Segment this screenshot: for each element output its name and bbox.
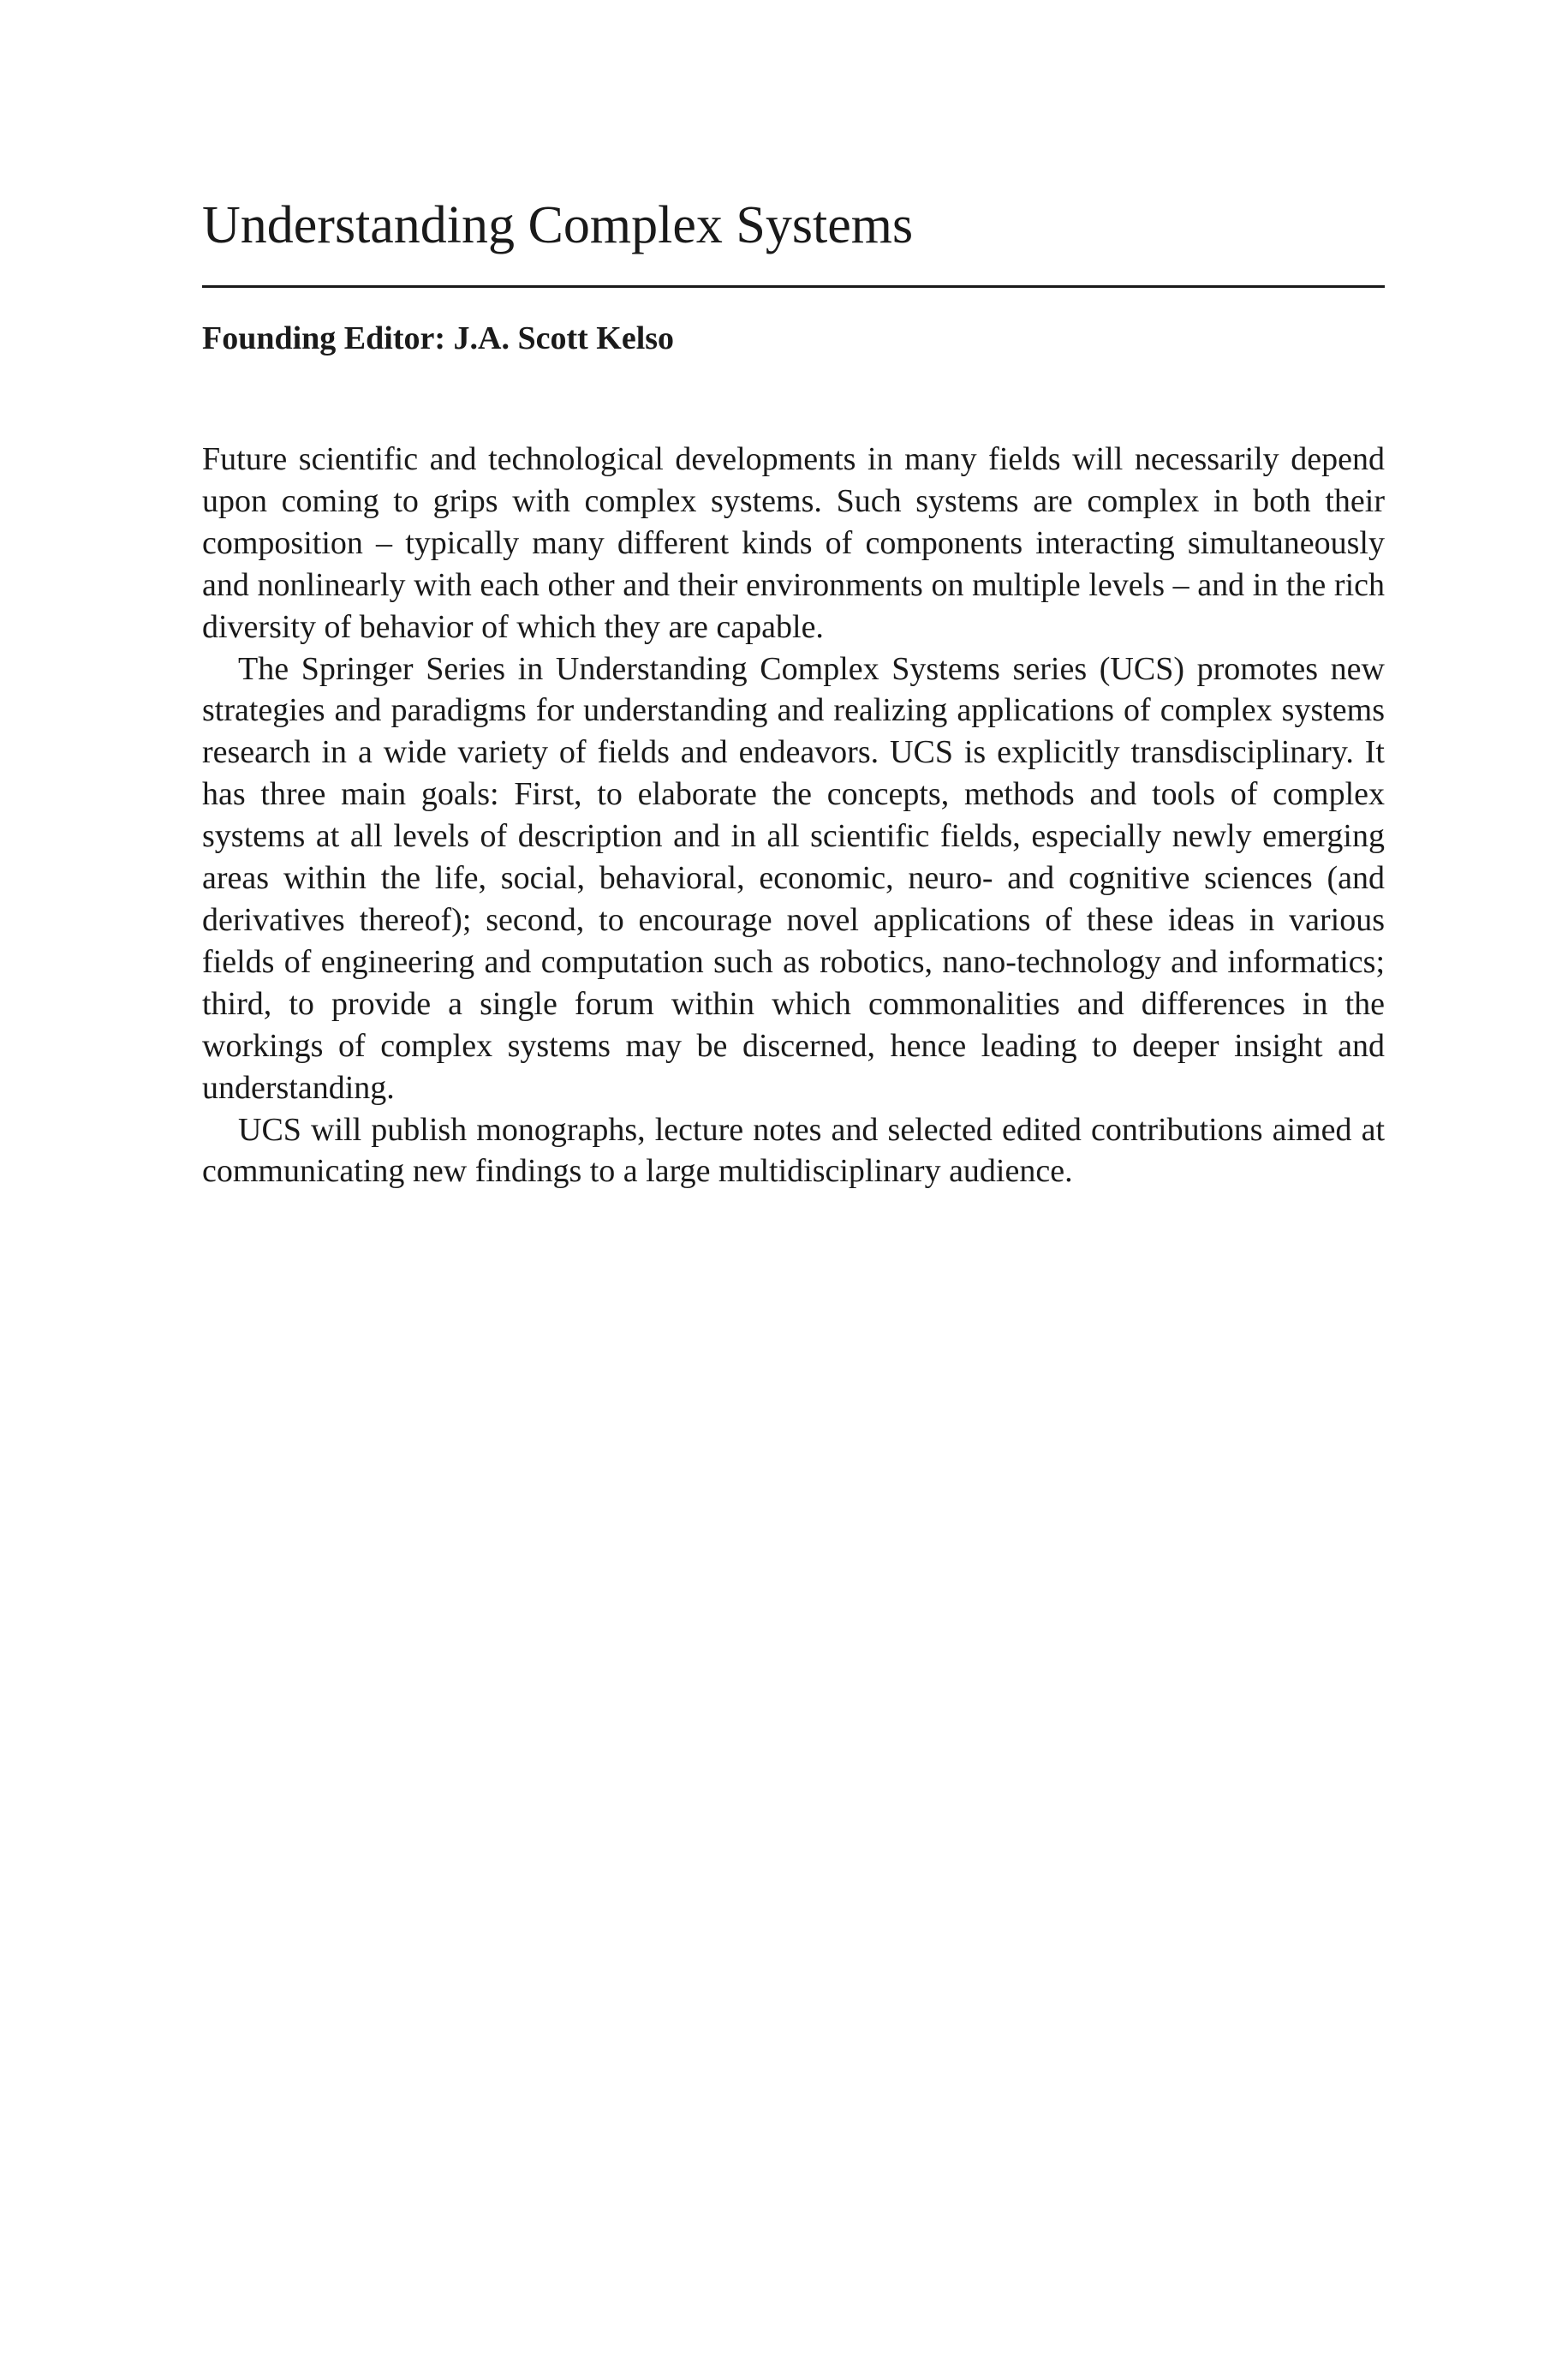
- series-description: [202, 439, 1385, 1192]
- series-title: Understanding Complex Systems: [202, 196, 914, 254]
- paragraph-publications: UCS will publish monographs, lecture notes and selected edited contributions aimed at communicating new findings to a large multidisciplinary audience.: [202, 1111, 1385, 1190]
- paragraph-goals: The Springer Series in Understanding Complex Systems series (UCS) promotes new strategies and paradigms for understanding and realizing applications of complex systems research in a wide variety of fields and endeavors. UCS is explicitly transdisciplinary. It has three main goals: First, to elaborate the concepts, methods and tools of complex systems at all levels of description and in all scientific fields, especially newly emerging areas within the life, social, behavioral, economic, neuro- and cognitive sciences (and derivatives thereof); second, to encourage novel applications of these ideas in various fields of engineering and computation such as robotics, nano-technology and informatics; third, to provide a single forum within which commonalities and differences in the workings of complex systems may be discerned, hence leading to deeper insight and understanding.: [202, 650, 1385, 1106]
- paragraph-intro: Future scientific and technological developments in many fields will necessarily depend upon coming to grips with complex systems. Such systems are complex in both their composition – typically many different kinds of components interacting simultaneously and nonlinearly with each other and their environments on multiple levels – and in the rich diversity of behavior of which they are capable.: [202, 441, 1385, 645]
- founding-editor: Founding Editor: J.A. Scott Kelso: [202, 320, 675, 356]
- title-divider: [202, 285, 1385, 288]
